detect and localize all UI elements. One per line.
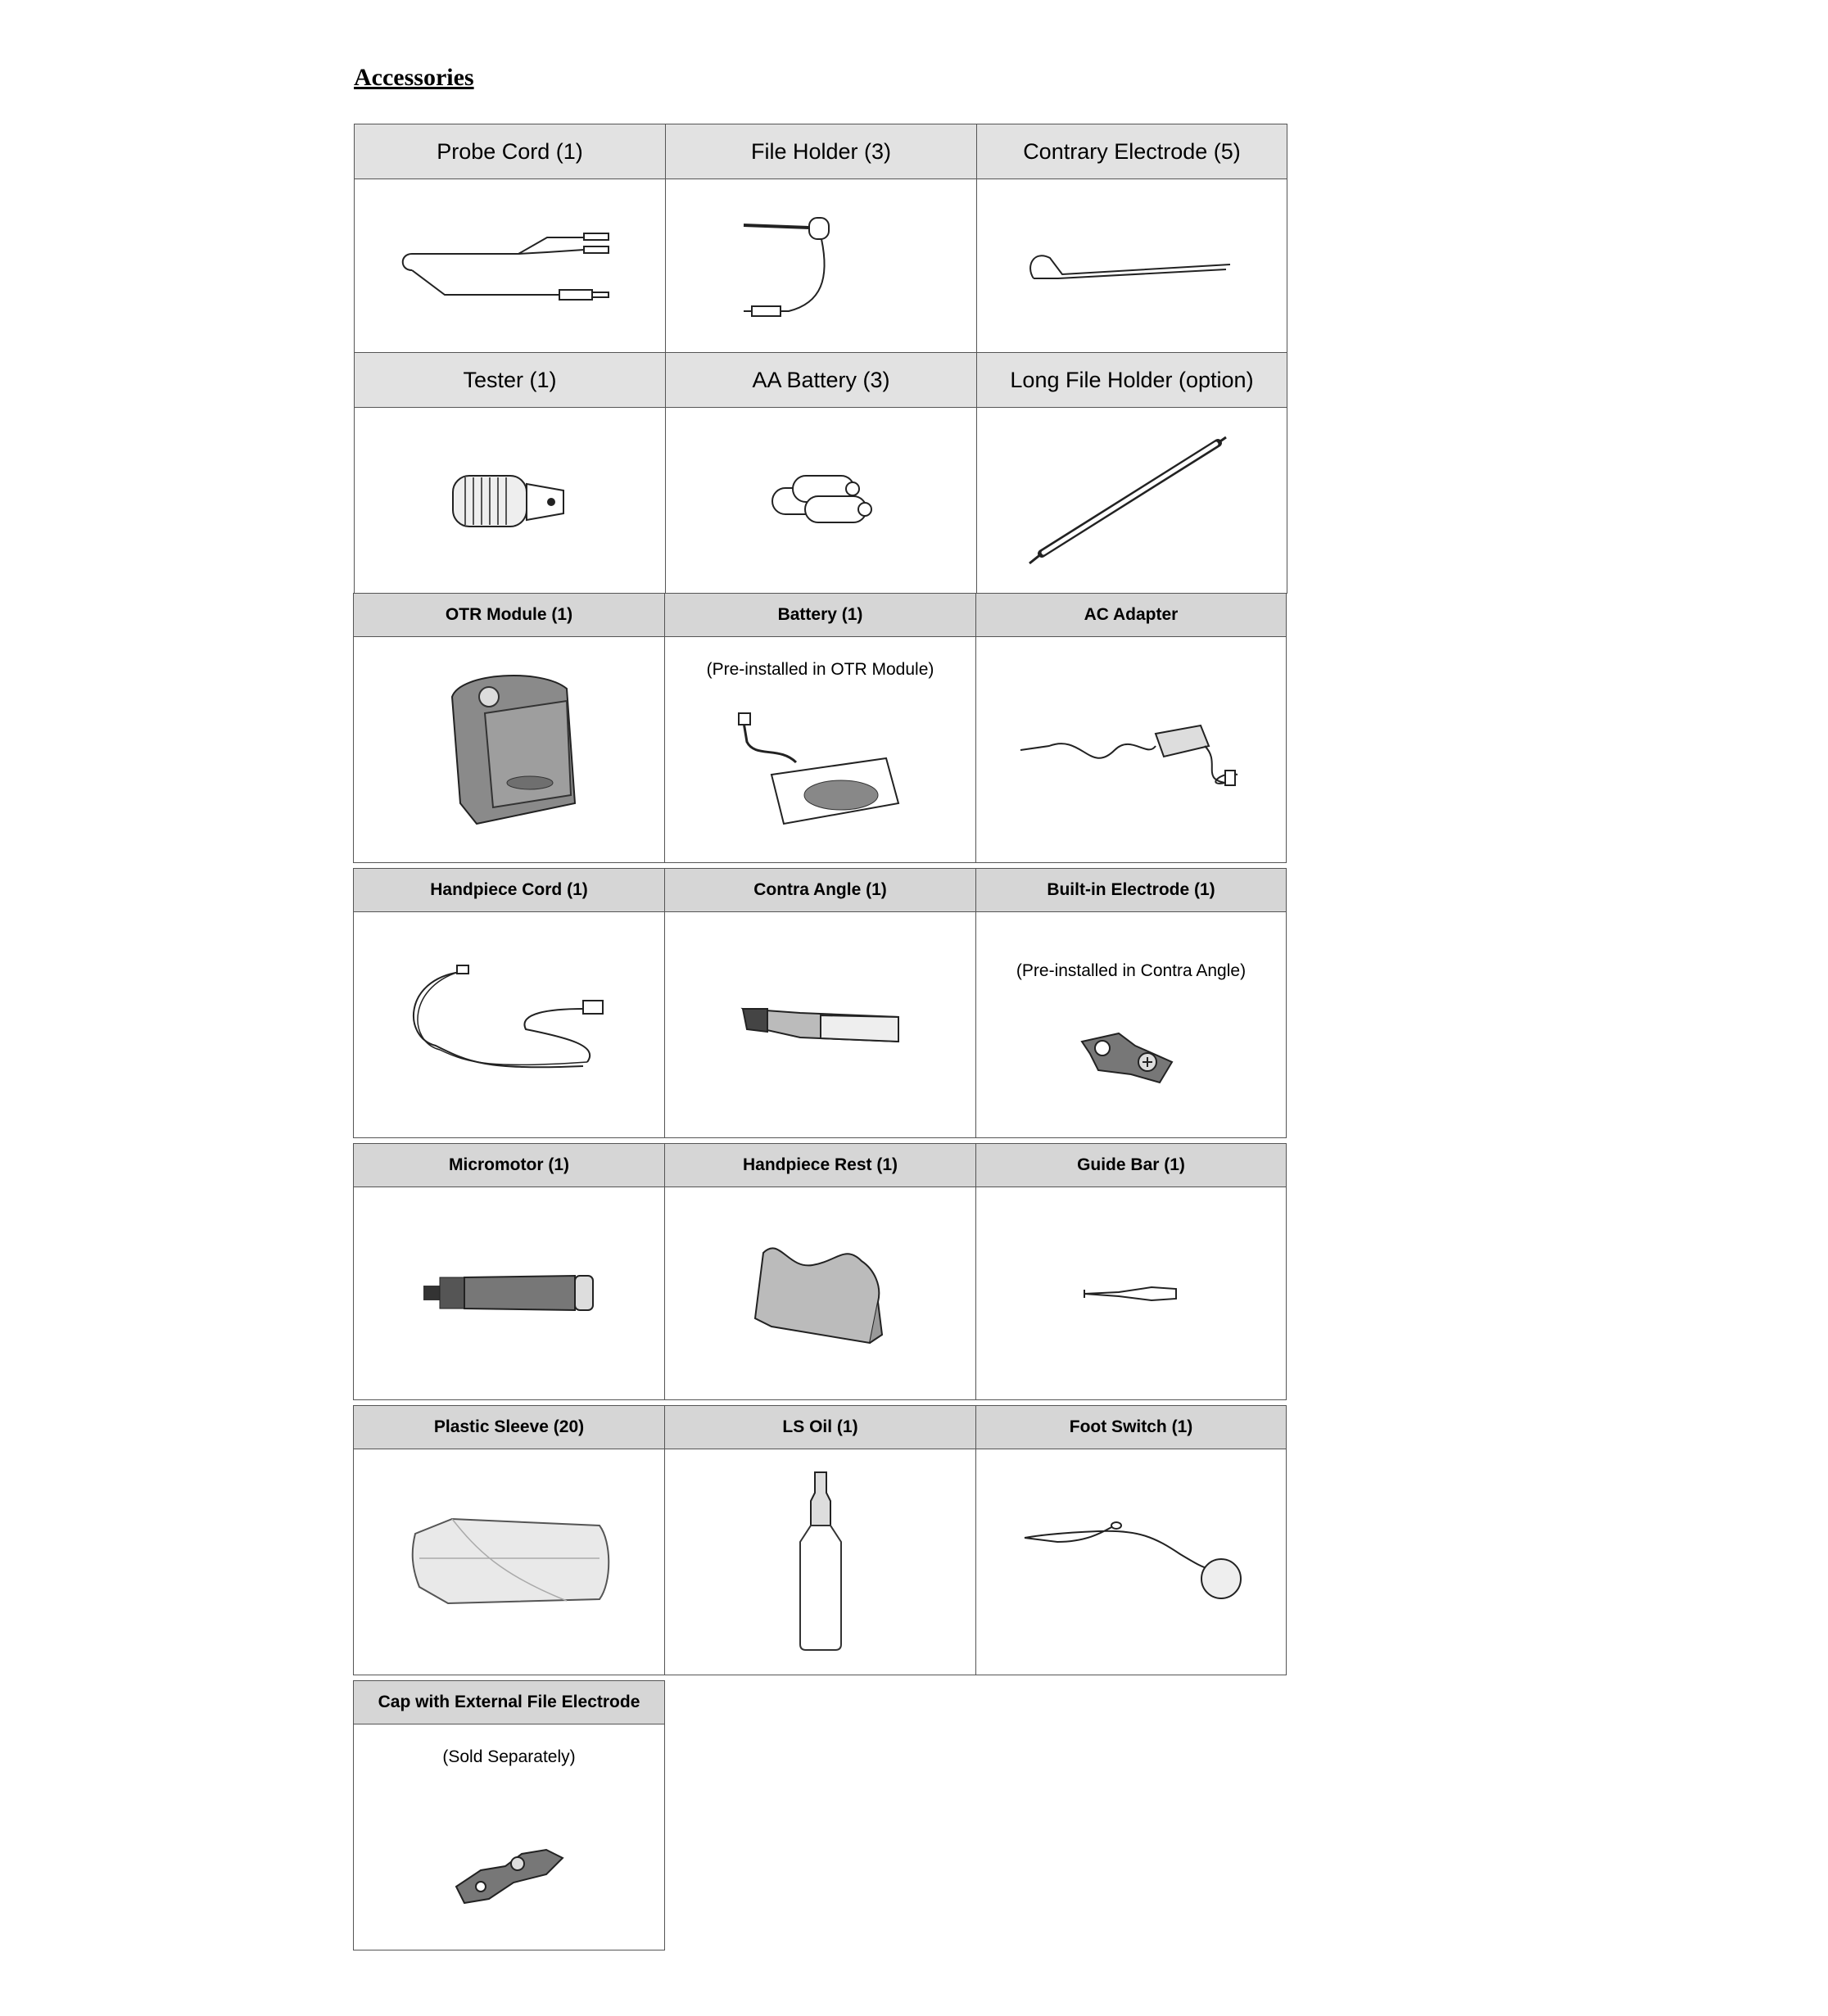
- battery-pack-illustration: [722, 709, 919, 840]
- image-contrary-electrode: [977, 179, 1287, 353]
- cap-electrode-illustration: [448, 1837, 571, 1911]
- built-in-electrode-illustration: [1074, 1025, 1188, 1107]
- foot-switch-illustration: [1016, 1513, 1246, 1611]
- image-aa-battery: [666, 408, 977, 594]
- image-foot-switch: [976, 1449, 1287, 1675]
- image-guide-bar: [976, 1187, 1287, 1400]
- otr-module-illustration: [428, 664, 591, 836]
- image-ls-oil: [665, 1449, 976, 1675]
- ac-adapter-illustration: [1016, 701, 1246, 799]
- image-plastic-sleeve: [354, 1449, 665, 1675]
- header-built-in-electrode: Built-in Electrode (1): [976, 869, 1287, 912]
- image-ac-adapter: [976, 637, 1287, 863]
- header-aa-battery: AA Battery (3): [666, 353, 977, 408]
- file-holder-illustration: [740, 205, 903, 328]
- image-handpiece-rest: [665, 1187, 976, 1400]
- image-contra-angle: [665, 912, 976, 1138]
- handpiece-cord-illustration: [403, 964, 616, 1087]
- guide-bar-illustration: [1078, 1277, 1184, 1310]
- image-probe-cord: [355, 179, 666, 353]
- header-otr-module: OTR Module (1): [354, 594, 665, 637]
- image-tester: [355, 408, 666, 594]
- handpiece-rest-illustration: [739, 1236, 903, 1351]
- ls-oil-bottle-illustration: [780, 1468, 862, 1657]
- image-built-in-electrode: [976, 912, 1287, 1138]
- header-file-holder: File Holder (3): [666, 124, 977, 179]
- image-battery: [665, 637, 976, 863]
- image-otr-module: [354, 637, 665, 863]
- note-sold-separately: (Sold Separately): [442, 1747, 576, 1766]
- page-title: Accessories: [354, 64, 474, 91]
- header-cap-external-file-electrode: Cap with External File Electrode: [354, 1681, 665, 1724]
- probe-cord-illustration: [396, 221, 625, 311]
- image-micromotor: [354, 1187, 665, 1400]
- accessories-table-bottom: [353, 593, 1287, 1950]
- contrary-electrode-illustration: [1025, 233, 1238, 299]
- accessories-table-top: [354, 124, 1287, 594]
- micromotor-illustration: [419, 1269, 600, 1318]
- header-micromotor: Micromotor (1): [354, 1144, 665, 1187]
- image-long-file-holder: [977, 408, 1287, 594]
- header-ac-adapter: AC Adapter: [976, 594, 1287, 637]
- header-long-file-holder: Long File Holder (option): [977, 353, 1287, 408]
- header-handpiece-rest: Handpiece Rest (1): [665, 1144, 976, 1187]
- note-built-in-electrode: (Pre-installed in Contra Angle): [1016, 961, 1247, 980]
- contra-angle-illustration: [731, 992, 911, 1058]
- long-file-holder-illustration: [1025, 431, 1238, 570]
- header-plastic-sleeve: Plastic Sleeve (20): [354, 1406, 665, 1449]
- header-handpiece-cord: Handpiece Cord (1): [354, 869, 665, 912]
- header-battery: Battery (1): [665, 594, 976, 637]
- header-guide-bar: Guide Bar (1): [976, 1144, 1287, 1187]
- tester-illustration: [437, 459, 584, 541]
- header-ls-oil: LS Oil (1): [665, 1406, 976, 1449]
- image-file-holder: [666, 179, 977, 353]
- header-contra-angle: Contra Angle (1): [665, 869, 976, 912]
- plastic-sleeve-illustration: [403, 1509, 616, 1616]
- note-battery: (Pre-installed in OTR Module): [706, 660, 934, 679]
- header-probe-cord: Probe Cord (1): [355, 124, 666, 179]
- aa-battery-illustration: [756, 459, 887, 541]
- header-contrary-electrode: Contrary Electrode (5): [977, 124, 1287, 179]
- image-cap-external-file-electrode: [354, 1724, 665, 1950]
- header-foot-switch: Foot Switch (1): [976, 1406, 1287, 1449]
- header-tester: Tester (1): [355, 353, 666, 408]
- image-handpiece-cord: [354, 912, 665, 1138]
